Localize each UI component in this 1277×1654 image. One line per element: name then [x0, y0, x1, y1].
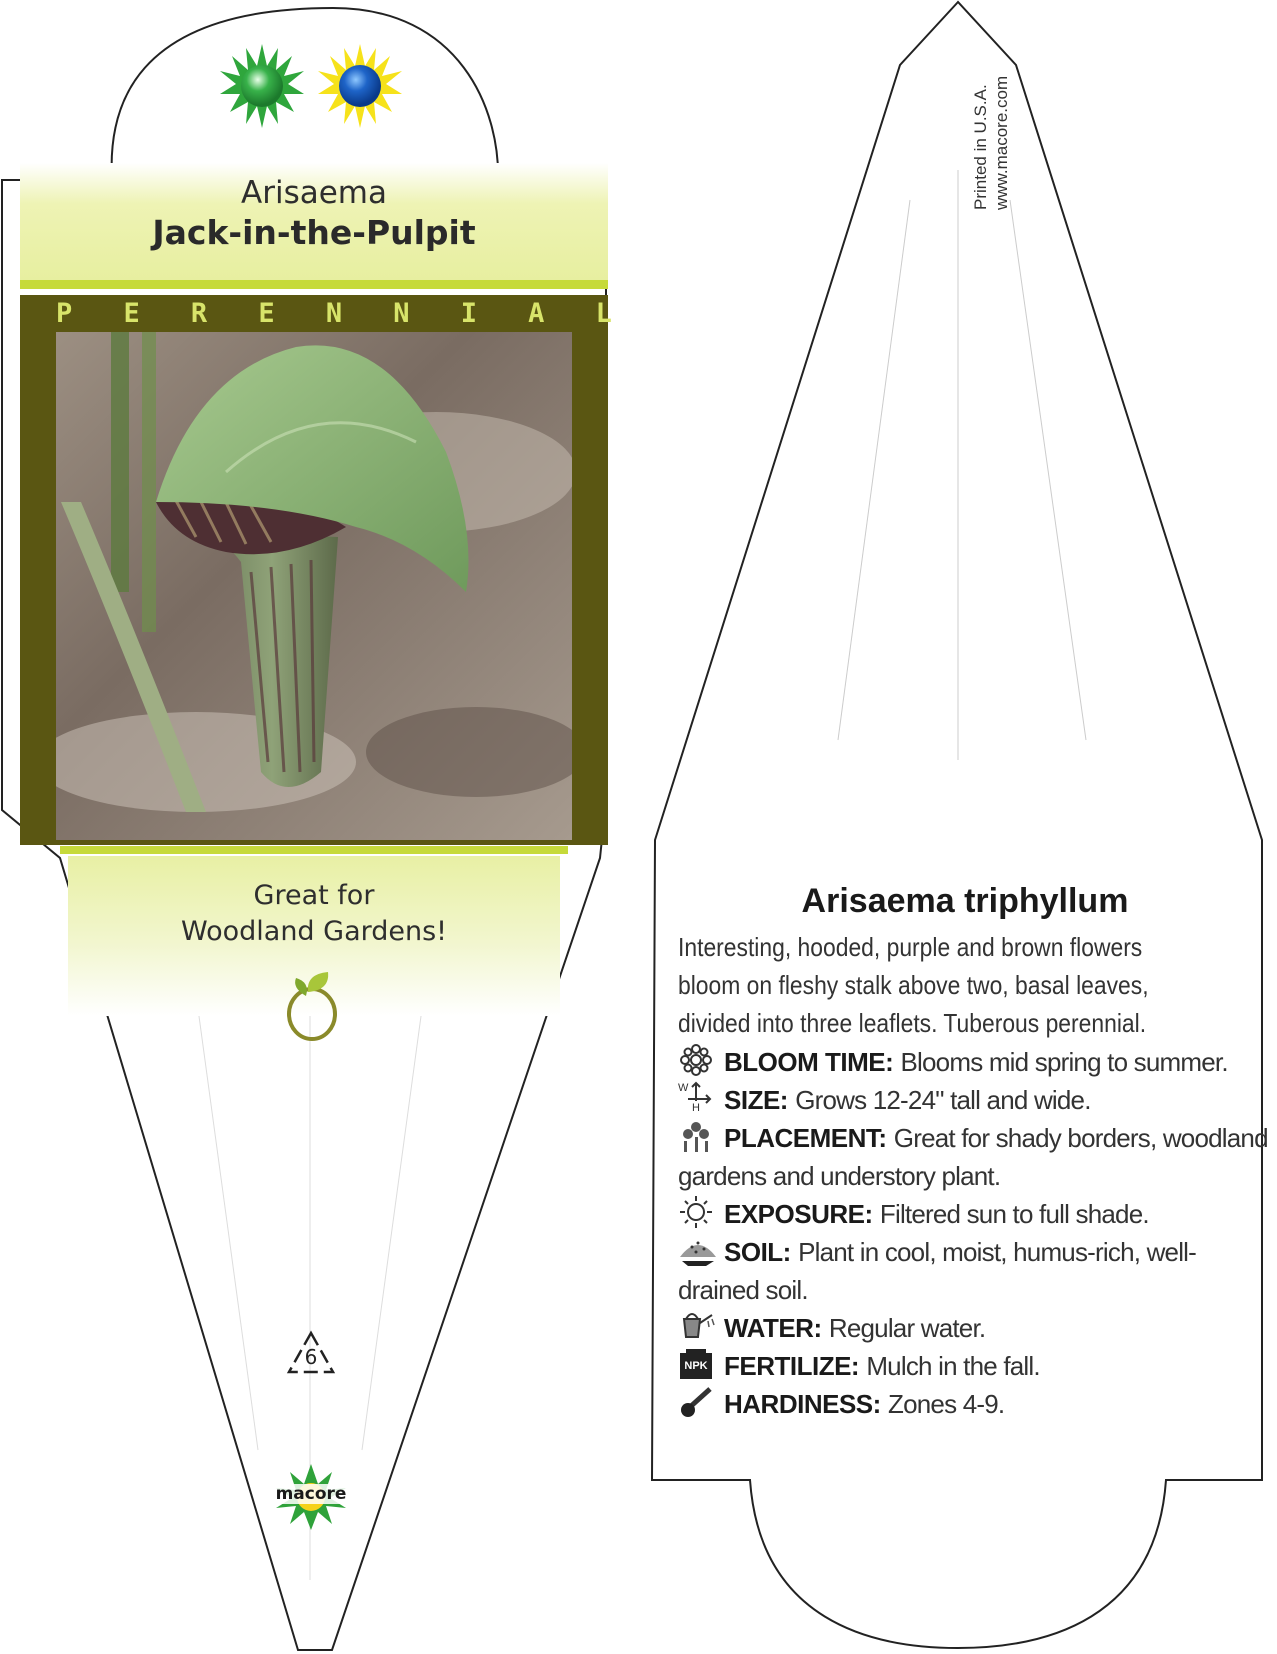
- care-row-fertilize: [678, 1347, 1268, 1385]
- care-value: Regular water.: [828, 1313, 986, 1343]
- website: www.macore.com: [992, 75, 1011, 210]
- care-value: Filtered sun to full shade.: [879, 1199, 1149, 1229]
- tagline-line: Great for: [253, 880, 375, 911]
- care-label: WATER:: [724, 1313, 822, 1343]
- divider-bar: [60, 846, 568, 854]
- size-icon-width-letter: W: [678, 1082, 689, 1094]
- fold-line: [1010, 200, 1086, 740]
- care-label: EXPOSURE:: [724, 1199, 873, 1229]
- care-value: Plant in cool, moist, humus-rich, well-drained soil.: [678, 1237, 1197, 1305]
- category-letter: R: [190, 297, 208, 329]
- part-sun-icon: [220, 44, 304, 128]
- title-band: [20, 163, 608, 280]
- care-label: BLOOM TIME:: [724, 1047, 894, 1077]
- size-icon-height-letter: H: [692, 1102, 700, 1114]
- print-info: [970, 76, 1012, 210]
- category-label: [56, 295, 612, 331]
- care-row-placement: [678, 1119, 1268, 1195]
- plant-description: Interesting, hooded, purple and brown flowers bloom on fleshy stalk above two, basal leaves, divided into three leaflets. Tuberous perennial.: [678, 932, 1149, 1038]
- fold-line: [838, 200, 910, 740]
- size-icon: [678, 1081, 718, 1113]
- care-row-hardiness: [678, 1385, 1268, 1423]
- fold-line: [362, 950, 430, 1450]
- care-row-size: [678, 1081, 1268, 1119]
- fold-line: [190, 950, 258, 1450]
- flower-icon: [678, 1043, 718, 1075]
- fertilizer-icon-text: NPK: [684, 1360, 708, 1372]
- care-value: Zones 4-9.: [888, 1389, 1005, 1419]
- species-name: Arisaema triphyllum: [801, 882, 1129, 920]
- shade-icon: [318, 44, 402, 128]
- category-letter: A: [528, 297, 545, 329]
- plant-photo: [56, 332, 572, 840]
- recycle-number: 6: [304, 1345, 318, 1369]
- thermometer-icon: [678, 1385, 718, 1417]
- care-row-soil: [678, 1233, 1268, 1309]
- common-name: Jack-in-the-Pulpit: [152, 213, 476, 252]
- fertilizer-icon: [678, 1347, 718, 1379]
- photo-frame: [20, 295, 612, 845]
- category-letter: E: [123, 297, 140, 329]
- category-letter: N: [325, 297, 343, 329]
- genus-name: Arisaema: [241, 175, 387, 211]
- tagline-line: Woodland Gardens!: [180, 916, 448, 947]
- care-label: PLACEMENT:: [724, 1123, 887, 1153]
- care-label: FERTILIZE:: [724, 1351, 860, 1381]
- care-label: SIZE:: [724, 1085, 788, 1115]
- care-value: Great for shady borders, woodland gardens and understory plant.: [678, 1123, 1268, 1191]
- printed-in: Printed in U.S.A.: [971, 84, 990, 210]
- brand-logo: [270, 1462, 352, 1532]
- placement-icon: [678, 1119, 718, 1151]
- care-label: HARDINESS:: [724, 1389, 881, 1419]
- category-letter: P: [56, 297, 73, 329]
- soil-icon: [678, 1233, 718, 1265]
- tagline: [68, 878, 560, 950]
- seed-leaf-icon: [284, 970, 340, 1042]
- care-value: Blooms mid spring to summer.: [900, 1047, 1228, 1077]
- brand-name: macore: [270, 1484, 352, 1504]
- care-row-exposure: [678, 1195, 1268, 1233]
- divider-bar: [20, 280, 608, 289]
- category-letter: I: [460, 297, 477, 329]
- sun-icon: [678, 1195, 718, 1227]
- care-value: Mulch in the fall.: [866, 1351, 1040, 1381]
- watering-can-icon: [678, 1309, 718, 1341]
- category-letter: L: [595, 297, 612, 329]
- care-value: Grows 12-24" tall and wide.: [795, 1085, 1091, 1115]
- category-letter: N: [393, 297, 410, 329]
- care-row-bloom-time: [678, 1043, 1268, 1081]
- care-label: SOIL:: [724, 1237, 791, 1267]
- category-letter: E: [258, 297, 275, 329]
- care-list: [678, 1043, 1268, 1423]
- care-row-water: [678, 1309, 1268, 1347]
